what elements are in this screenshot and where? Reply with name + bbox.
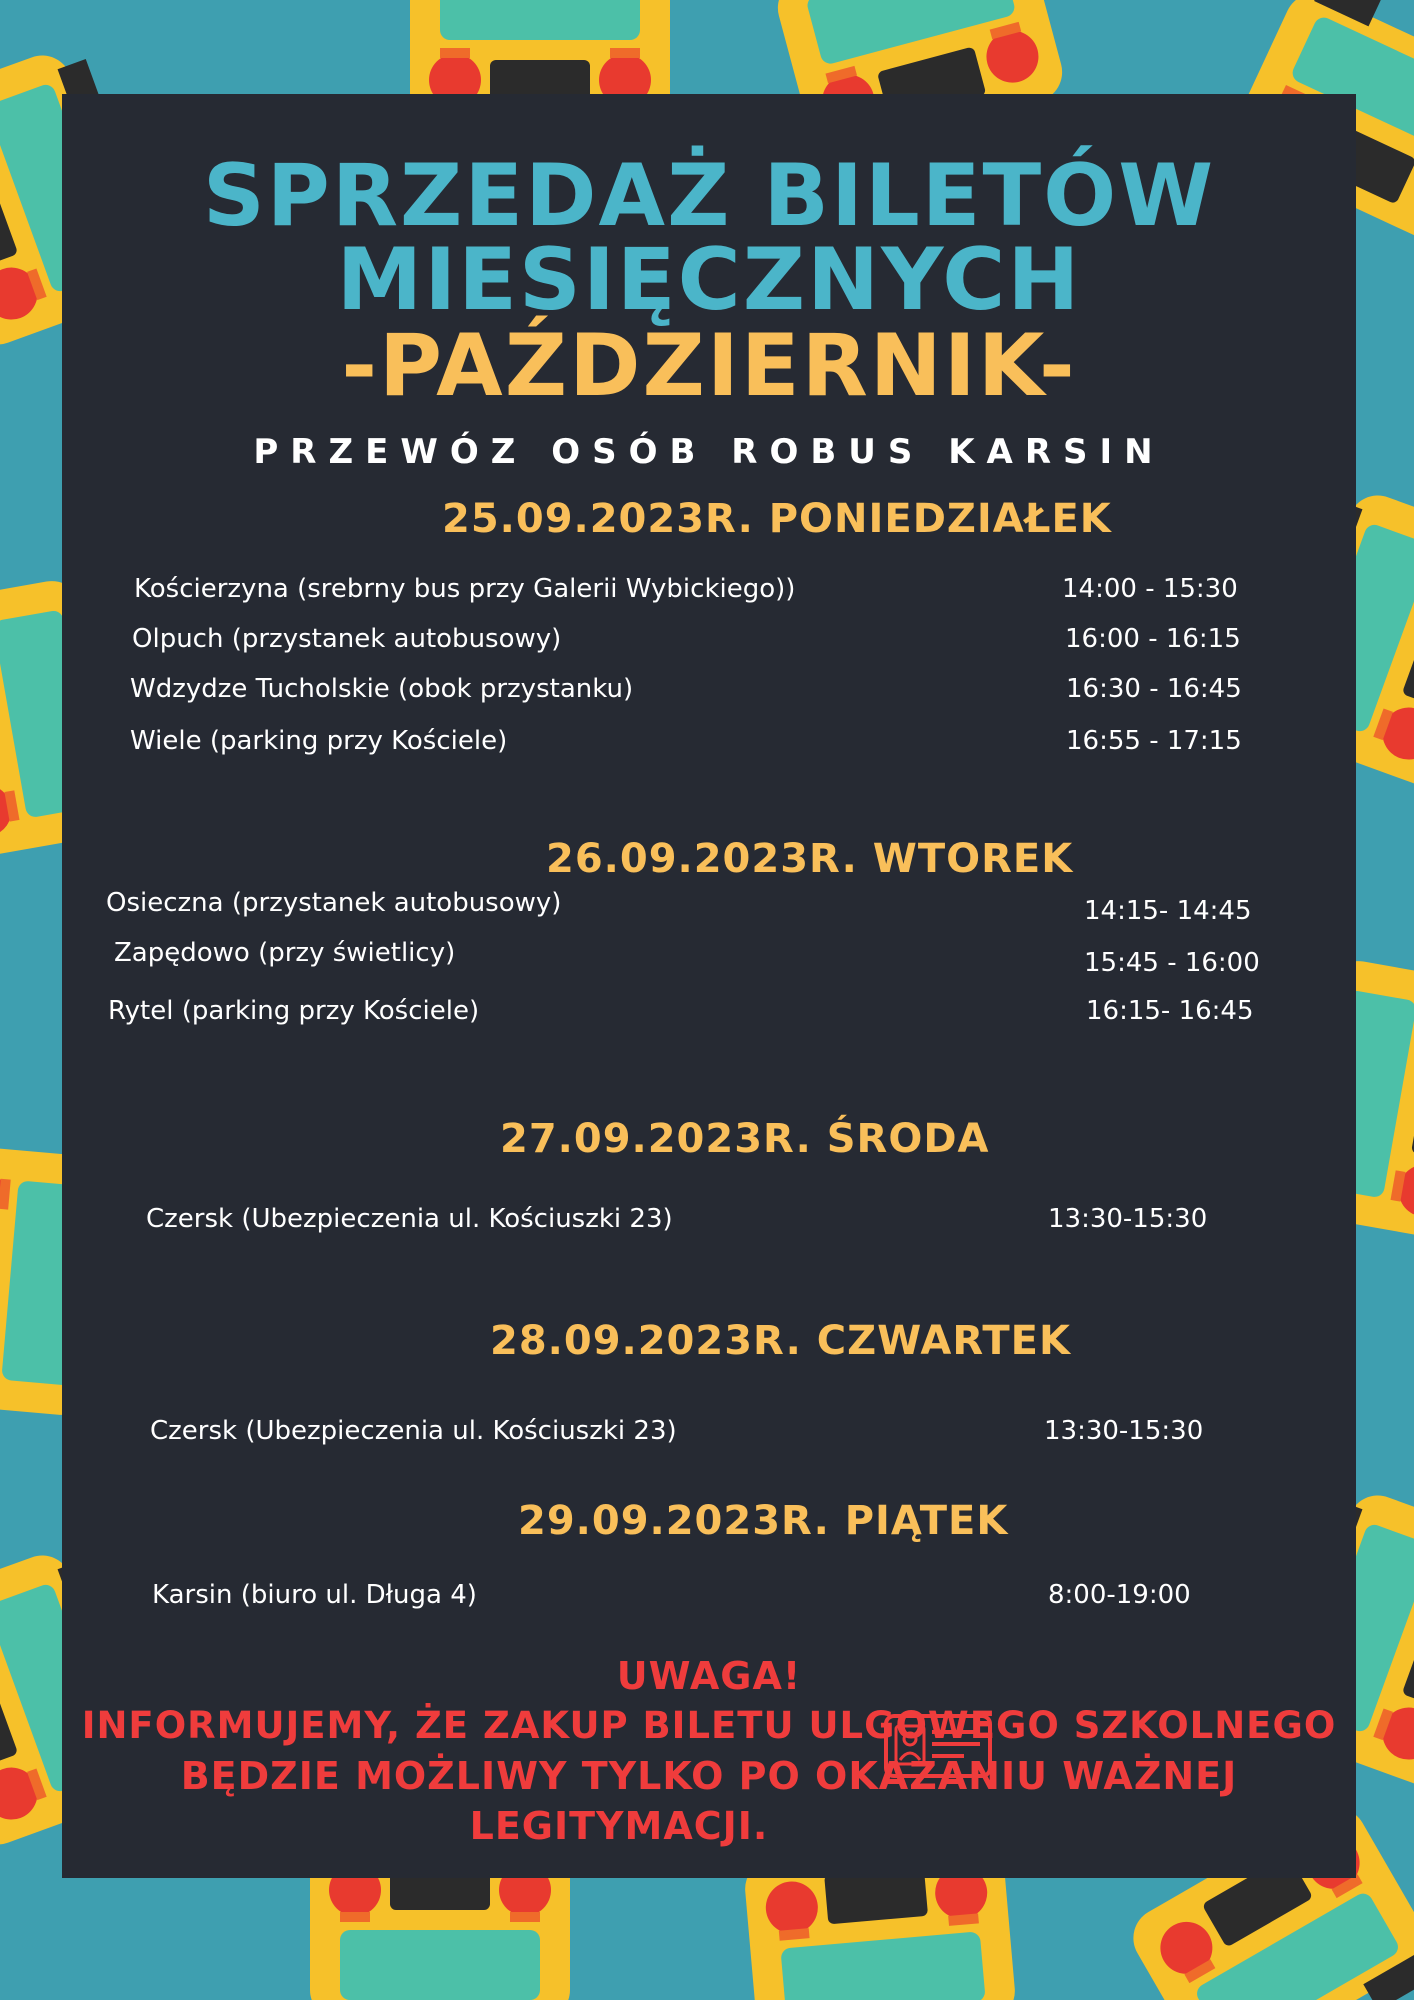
schedule-place: Wiele (parking przy Kościele) — [130, 726, 508, 756]
schedule-time: 16:15- 16:45 — [1086, 996, 1254, 1026]
title-line-3: -PAŹDZIERNIK- — [341, 316, 1077, 416]
schedule-time: 16:55 - 17:15 — [1066, 726, 1242, 756]
schedule-place: Kościerzyna (srebrny bus przy Galerii Wybickiego)) — [134, 574, 796, 604]
schedule-time: 13:30-15:30 — [1044, 1416, 1204, 1446]
schedule-time: 8:00-19:00 — [1048, 1580, 1191, 1610]
schedule-place: Rytel (parking przy Kościele) — [108, 996, 480, 1026]
day-heading-friday: 29.09.2023R. PIĄTEK — [518, 1498, 1009, 1544]
schedule-place: Wdzydze Tucholskie (obok przystanku) — [130, 674, 634, 704]
subtitle: PRZEWÓZ OSÓB ROBUS KARSIN — [253, 432, 1165, 472]
notice-line-3: BĘDZIE MOŻLIWY TYLKO PO OKAZANIU WAŻNEJ — [180, 1754, 1238, 1798]
schedule-place: Zapędowo (przy świetlicy) — [114, 938, 456, 968]
title-line-1: SPRZEDAŻ BILETÓW — [202, 146, 1216, 246]
schedule-place: Olpuch (przystanek autobusowy) — [132, 624, 562, 654]
schedule-place: Osieczna (przystanek autobusowy) — [106, 888, 562, 918]
schedule-time: 16:00 - 16:15 — [1065, 624, 1241, 654]
content-panel — [62, 94, 1356, 1878]
schedule-time: 14:15- 14:45 — [1084, 896, 1252, 926]
notice-heading: UWAGA! — [616, 1654, 802, 1698]
schedule-place: Karsin (biuro ul. Długa 4) — [152, 1580, 477, 1610]
title-line-2: MIESIĘCZNYCH — [336, 230, 1082, 330]
notice-line-4: LEGITYMACJI. — [469, 1804, 769, 1848]
schedule-place: Czersk (Ubezpieczenia ul. Kościuszki 23) — [150, 1416, 677, 1446]
day-heading-wednesday: 27.09.2023R. ŚRODA — [500, 1116, 990, 1162]
schedule-place: Czersk (Ubezpieczenia ul. Kościuszki 23) — [146, 1204, 673, 1234]
schedule-time: 14:00 - 15:30 — [1062, 574, 1238, 604]
day-heading-monday: 25.09.2023R. PONIEDZIAŁEK — [442, 496, 1112, 542]
schedule-time: 13:30-15:30 — [1048, 1204, 1208, 1234]
schedule-time: 16:30 - 16:45 — [1066, 674, 1242, 704]
day-heading-thursday: 28.09.2023R. CZWARTEK — [490, 1318, 1071, 1364]
day-heading-tuesday: 26.09.2023R. WTOREK — [546, 836, 1074, 882]
id-card-icon — [824, 1712, 994, 1780]
schedule-time: 15:45 - 16:00 — [1084, 948, 1260, 978]
notice-line-2: INFORMUJEMY, ŻE ZAKUP BILETU ULGOWEGO SZKOLNEGO — [81, 1704, 1337, 1747]
